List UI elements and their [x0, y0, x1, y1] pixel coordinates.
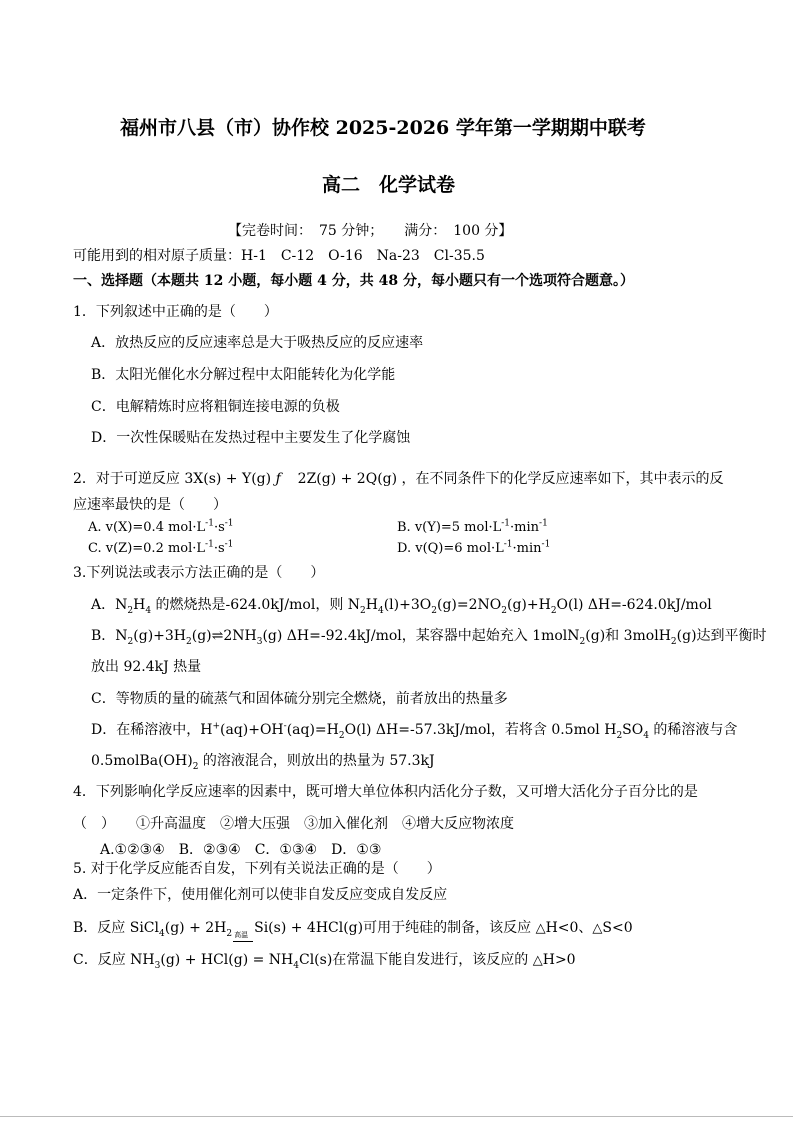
q2-c-unit: ·s — [213, 541, 225, 556]
q5-b-5: S<0 — [602, 920, 633, 936]
q3-d-sub-2: 2 — [616, 730, 623, 741]
q3-d-sup-1: + — [212, 721, 220, 732]
q3-d-2: (aq)+OH — [219, 722, 284, 738]
q3-option-d-line2 — [91, 752, 435, 770]
q5-c-sub-2: 4 — [293, 960, 299, 971]
q3-a-sub-4: 4 — [377, 605, 384, 616]
q2-stem-pre: 2．对于可逆反应 3X(s) + Y(g) — [73, 471, 272, 487]
q3-a-4: H — [365, 597, 378, 613]
q5-b-sub-1: 4 — [159, 928, 165, 939]
q2-stem-line2: 应速率最快的是（ ） — [73, 497, 227, 513]
q3-a-sub-1: 2 — [127, 605, 134, 616]
q2-a-exp2: -1 — [224, 518, 234, 529]
q3-b-sub-3: 3 — [256, 636, 263, 647]
q3-d-5: SO — [622, 722, 644, 738]
q1-option-a: A．放热反应的反应速率总是大于吸热反应的反应速率 — [91, 335, 424, 351]
q2-stem — [73, 470, 724, 488]
q4-options: A.①②③④ B．②③④ C．①③④ D．①③ — [100, 842, 382, 858]
q1-option-d: D．一次性保暖贴在发热过程中主要发生了化学腐蚀 — [91, 430, 411, 446]
q5-c-sub-1: 3 — [154, 960, 161, 971]
q3-b-sub-2: 2 — [186, 636, 192, 647]
q3-b-2: (g)+3H — [133, 628, 187, 644]
q3-a-1: A．N — [91, 597, 128, 613]
q2-c-exp1: -1 — [205, 539, 214, 550]
exam-title: 福州市八县（市）协作校 2025-2026 学年第一学期期中联考 — [120, 117, 646, 139]
q5-stem: 5. 对于化学反应能否自发，下列有关说法正确的是（ ） — [73, 861, 441, 877]
q5-b-sub-2: 2 — [226, 928, 233, 939]
q3-a-sub-3: 2 — [360, 605, 366, 616]
page-bottom-divider — [0, 1116, 793, 1117]
q3-option-b — [91, 627, 767, 645]
q3-option-b-line2: 放出 92.4kJ 热量 — [91, 659, 202, 675]
atomic-masses: 可能用到的相对原子质量：H-1 C-12 O-16 Na-23 Cl-35.5 — [73, 248, 485, 264]
q3-d-6: 的稀溶液与含 — [648, 722, 738, 738]
q2-c-text: C. v(Z)=0.2 mol·L — [88, 541, 206, 556]
q3-d-4: O(l) ΔH=-57.3kJ/mol，若将含 0.5mol H — [344, 722, 617, 738]
q3-b-sub-1: 2 — [127, 636, 134, 647]
q3-a-sub-5: 2 — [431, 605, 437, 616]
q2-d-exp2: -1 — [541, 539, 551, 550]
q3-b-5: (g)和 3molH — [585, 628, 671, 644]
q5-b-3: Si(s) + 4HCl(g)可用于纯硅的制备，该反应 — [254, 920, 536, 936]
q2-c-exp2: -1 — [224, 539, 234, 550]
q3-a-sub-6: 2 — [501, 605, 507, 616]
q4-stem: 4．下列影响化学反应速率的因素中，既可增大单位体积内活化分子数，又可增大活化分子百分比的是 — [73, 784, 698, 800]
q5-c-3: Cl(s)在常温下能自发进行，该反应的 — [298, 952, 533, 968]
q3-option-a — [91, 596, 712, 614]
q2-option-c — [88, 540, 233, 558]
q2-b-exp1: -1 — [501, 518, 511, 529]
q3-a-sub-7: 2 — [550, 605, 557, 616]
q3-d2-sub: 2 — [192, 761, 199, 772]
q3-d-sub-1: 2 — [338, 730, 345, 741]
exam-subtitle: 高二 化学试卷 — [322, 174, 456, 196]
q3-d-3: (aq)=H — [286, 722, 339, 738]
equilibrium-arrow-icon: ƒ — [275, 471, 281, 487]
q3-a-2: H — [133, 597, 146, 613]
q3-d-1: D．在稀溶液中，H — [91, 722, 213, 738]
q5-option-b — [73, 919, 633, 938]
q3-a-6: (g)=2NO — [436, 597, 502, 613]
q3-d2-2: 的溶液混合，则放出的热量为 57.3kJ — [198, 753, 435, 769]
q1-option-b: B．太阳光催化水分解过程中太阳能转化为化学能 — [91, 367, 396, 383]
q5-option-a: A．一定条件下，使用催化剂可以使非自发反应变成自发反应 — [73, 887, 448, 903]
q2-b-unit: ·min — [510, 520, 540, 535]
q4-stem-line2: （ ） ①升高温度 ②增大压强 ③加入催化剂 ④增大反应物浓度 — [73, 816, 514, 832]
q5-b-2: (g) + 2H — [164, 920, 227, 936]
q2-option-d — [397, 540, 550, 558]
q3-a-3: 的燃烧热是-624.0kJ/mol，则 N — [151, 597, 361, 613]
q2-a-unit: ·s — [213, 520, 225, 535]
delta-icon: △ — [532, 953, 543, 968]
q3-d-sub-3: 4 — [643, 730, 649, 741]
exam-info: 【完卷时间： 75 分钟； 满分： 100 分】 — [228, 223, 513, 239]
q5-c-1: C．反应 NH — [73, 952, 155, 968]
q3-b-6: (g)达到平衡时 — [676, 628, 767, 644]
q5-option-c — [73, 951, 576, 970]
q1-stem: 1．下列叙述中正确的是（ ） — [73, 304, 278, 320]
q3-b-3: (g)⇌2NH — [191, 628, 257, 644]
q2-a-text: A. v(X)=0.4 mol·L — [88, 520, 206, 535]
q3-a-sub-2: 4 — [145, 605, 152, 616]
q3-b-sub-4: 2 — [579, 636, 586, 647]
q3-option-d — [91, 721, 737, 739]
q2-d-text: D. v(Q)=6 mol·L — [397, 541, 504, 556]
q2-option-a — [88, 519, 234, 537]
q2-a-exp1: -1 — [205, 518, 214, 529]
q5-b-1: B．反应 SiCl — [73, 920, 159, 936]
q3-stem: 3.下列说法或表示方法正确的是（ ） — [73, 565, 325, 581]
q5-c-2: (g) + HCl(g) = NH — [160, 952, 294, 968]
q3-d-sup-2: - — [283, 721, 287, 732]
q2-b-text: B. v(Y)=5 mol·L — [397, 520, 502, 535]
q2-option-b — [397, 519, 548, 537]
q2-d-unit: ·min — [512, 541, 542, 556]
q2-stem-post: 2Z(g) + 2Q(g) ，在不同条件下的化学反应速率如下，其中表示的反 — [297, 471, 724, 487]
q5-c-4: H>0 — [542, 952, 576, 968]
delta-icon: △ — [592, 921, 603, 936]
q2-d-exp1: -1 — [503, 539, 513, 550]
section-heading: 一、选择题（本题共 12 小题，每小题 4 分，共 48 分，每小题只有一个选项符合题意。） — [73, 273, 634, 289]
q3-d2-1: 0.5molBa(OH) — [91, 753, 193, 769]
q1-option-c: C．电解精炼时应将粗铜连接电源的负极 — [91, 399, 340, 415]
q3-b-4: (g) ΔH=-92.4kJ/mol，某容器中起始充入 1molN — [262, 628, 580, 644]
q3-b-1: B．N — [91, 628, 128, 644]
delta-icon: △ — [535, 921, 546, 936]
q3-b-sub-5: 2 — [670, 636, 677, 647]
q3-option-c: C．等物质的量的硫蒸气和固体硫分别完全燃烧，前者放出的热量多 — [91, 691, 508, 707]
q3-a-5: (l)+3O — [383, 597, 432, 613]
reaction-condition-label: 高温 — [234, 931, 249, 939]
q5-b-4: H<0、 — [545, 920, 593, 936]
q3-a-7: (g)+H — [506, 597, 551, 613]
q2-b-exp2: -1 — [539, 518, 548, 529]
q3-a-8: O(l) ΔH=-624.0kJ/mol — [556, 597, 712, 613]
